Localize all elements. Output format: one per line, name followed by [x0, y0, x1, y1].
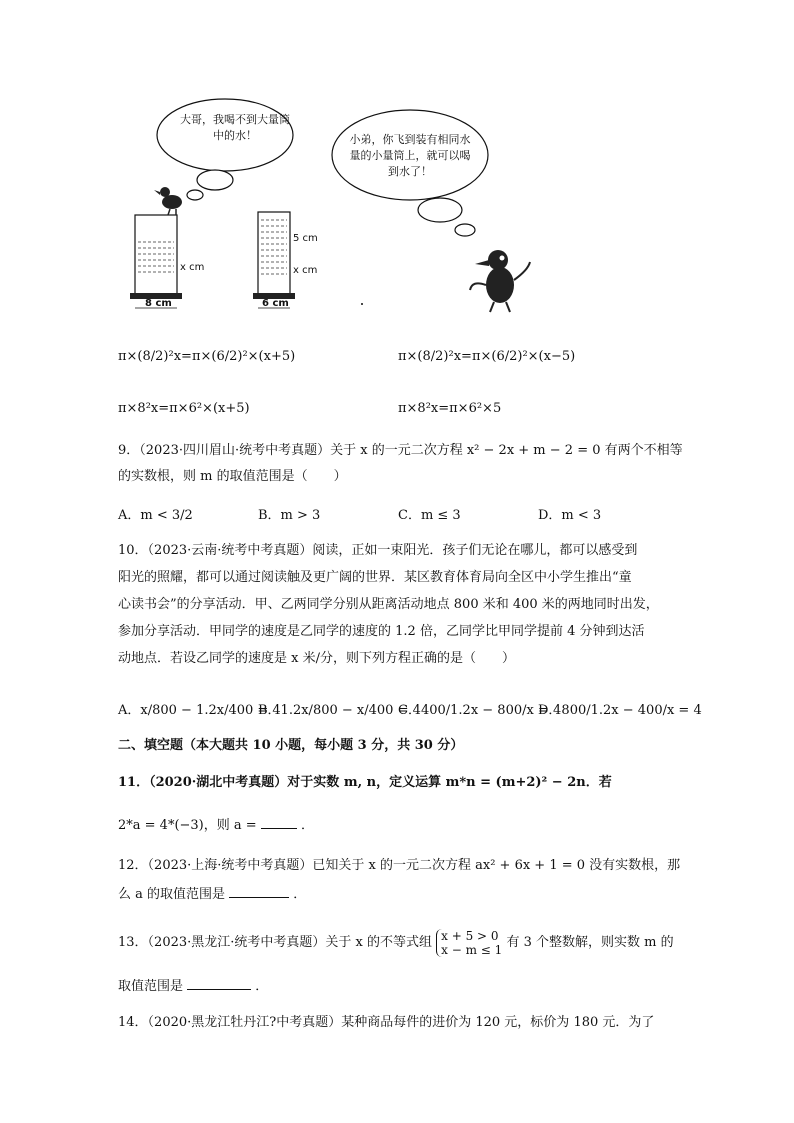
q13-inequality-system — [436, 929, 502, 957]
q9-option-c: C．m ≤ 3 — [398, 508, 461, 523]
q13-end: ． — [255, 979, 269, 994]
section-heading: 二、填空题（本大题共 10 小题，每小题 3 分，共 30 分） — [118, 738, 464, 753]
small-cylinder — [253, 212, 295, 308]
q9-option-d: D．m < 3 — [538, 508, 602, 523]
q10-line4: 参加分享活动．甲同学的速度是乙同学的速度的 1.2 倍，乙同学比甲同学提前 4 分钟到达活 — [118, 624, 645, 639]
q13-sys-row2: x − m ≤ 1 — [441, 942, 503, 957]
q8-option-c: π×8²x=π×6²×(x+5) — [118, 401, 250, 416]
big-cylinder — [130, 215, 182, 308]
label-6cm: 6 cm — [262, 298, 289, 309]
crow-right-icon — [470, 250, 530, 312]
q11-line2 — [118, 814, 314, 837]
q13-line2 — [118, 975, 268, 998]
q10-line3: 心读书会”的分享活动．甲、乙两同学分别从距离活动地点 800 米和 400 米的两地同时出发， — [118, 597, 659, 612]
q12-line1: 12．（2023·上海·统考中考真题）已知关于 x 的一元二次方程 ax² + 6x + 1 = 0 没有实数根，那 — [118, 858, 681, 873]
q13-post: 有 3 个整数解，则实数 m 的 — [506, 935, 674, 950]
q13-pre: 13．（2023·黑龙江·统考中考真题）关于 x 的不等式组 — [118, 935, 432, 950]
q13-answer-blank[interactable] — [187, 975, 251, 990]
q13-line1 — [118, 928, 674, 958]
q8-option-a: π×(8/2)²x=π×(6/2)²×(x+5) — [118, 349, 296, 364]
q11-line1: 11．（2020·湖北中考真题）对于实数 m, n，定义运算 m*n = (m+2)² − 2n．若 — [118, 775, 612, 790]
q11-answer-blank[interactable] — [261, 814, 297, 829]
q10-line1: 10．（2023·云南·统考中考真题）阅读，正如一束阳光．孩子们无论在哪儿，都可以感受到 — [118, 543, 638, 558]
q11-end: ． — [300, 818, 314, 833]
q10-line2: 阳光的照耀，都可以通过阅读触及更广阔的世界．某区教育体育局向全区中小学生推出“童 — [118, 570, 632, 585]
q8-option-b: π×(8/2)²x=π×(6/2)²×(x−5) — [398, 349, 576, 364]
q12-line2 — [118, 883, 306, 906]
q9-option-a: A．m < 3/2 — [118, 508, 193, 523]
q13-sys-row1: x + 5 > 0 — [441, 928, 499, 943]
q13-prefix: 取值范围是 — [118, 979, 184, 994]
bubble-right-text: 小弟，你飞到装有相同水量的小量筒上，就可以喝到水了！ — [349, 133, 471, 178]
q9-line2: 的实数根，则 m 的取值范围是（ ） — [118, 469, 347, 484]
q10-line5: 动地点．若设乙同学的速度是 x 米/分，则下列方程正确的是（ ） — [118, 651, 515, 666]
q12-end: ． — [293, 887, 307, 902]
label-8cm: 8 cm — [145, 298, 172, 309]
q12-prefix: 么 a 的取值范围是 — [118, 887, 226, 902]
q9-option-b: B．m > 3 — [258, 508, 321, 523]
q10-option-d: D．800/1.2x − 400/x = 4 — [538, 703, 702, 718]
q8-option-d: π×8²x=π×6²×5 — [398, 401, 502, 416]
label-5cm: 5 cm — [293, 233, 318, 244]
q10-option-a: A．x/800 − 1.2x/400 = 4 — [118, 703, 281, 718]
crow-left-icon — [154, 187, 182, 215]
q11-equation: 2*a = 4*(−3)，则 a = — [118, 818, 257, 833]
label-x-big: x cm — [180, 262, 205, 273]
q10-option-b: B．1.2x/800 − x/400 = 4 — [258, 703, 421, 718]
q14-line1: 14．（2020·黑龙江牡丹江?中考真题）某种商品每件的进价为 120 元，标价为 180 元．为了 — [118, 1015, 655, 1030]
q10-option-c: C．400/1.2x − 800/x = 4 — [398, 703, 562, 718]
bubble-left-text: 大哥，我喝不到大量筒中的水！ — [180, 113, 290, 142]
label-x-small: x cm — [293, 265, 318, 276]
q12-answer-blank[interactable] — [229, 883, 289, 898]
q9-line1: 9．（2023·四川眉山·统考中考真题）关于 x 的一元二次方程 x² − 2x + m − 2 = 0 有两个不相等 — [118, 443, 683, 458]
